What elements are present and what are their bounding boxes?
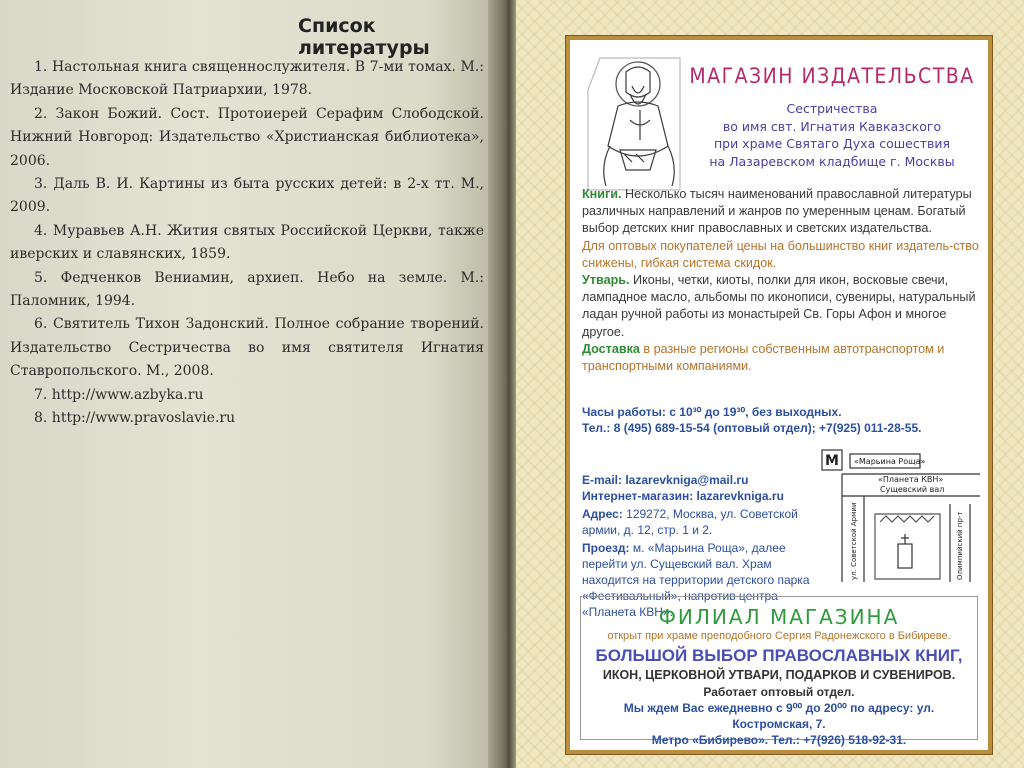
map-street-1: Сущевский вал	[880, 485, 945, 494]
shop-phone: Тел.: 8 (495) 689-15-54 (оптовый отдел); +7(925) 011-28-55.	[582, 421, 922, 435]
map-center-label: «Планета КВН»	[878, 475, 944, 484]
delivery-text: в разные регионы собственным автотранспортом и транспортными компаниями.	[582, 341, 945, 374]
branch-line: ИКОН, ЦЕРКОВНОЙ УТВАРИ, ПОДАРКОВ И СУВЕНИРОВ.	[602, 668, 956, 682]
bibliography-entry: 8. http://www.pravoslavie.ru	[34, 410, 236, 427]
shop-hours: Часы работы: с 10³⁰ до 19³⁰, без выходных.	[582, 405, 842, 419]
map-metro-label: «Марьина Роща»	[854, 457, 926, 466]
wholesale-text: Для оптовых покупателей цены на большинство книг издатель-ство снижены, гибкая система скидок.	[582, 238, 979, 270]
branch-headline: БОЛЬШОЙ ВЫБОР ПРАВОСЛАВНЫХ КНИГ,	[595, 646, 963, 665]
branch-subtitle: открыт при храме преподобного Сергия Радонежского в Бибиреве.	[607, 630, 951, 642]
shop-contacts	[582, 404, 982, 436]
shop-email[interactable]: E-mail: lazarevkniga@mail.ru	[582, 473, 749, 487]
route-label: Проезд:	[582, 541, 630, 555]
delivery-label: Доставка	[582, 341, 640, 356]
address-label: Адрес:	[582, 507, 623, 521]
bibliography-list	[10, 56, 484, 431]
branch-wholesale: Работает оптовый отдел.	[703, 685, 855, 699]
shop-header	[570, 40, 988, 210]
branch-title: ФИЛИАЛ МАГАЗИНА	[658, 605, 900, 629]
bibliography-entry: 1. Настольная книга священнослужителя. В 7-ми томах. М.: Издание Московской Патриархии, 1978.	[10, 59, 484, 99]
bibliography-entry: 3. Даль В. И. Картины из быта русских детей: в 2-х тт. М., 2009.	[10, 176, 484, 216]
shop-subtitle-line: на Лазаревском кладбище г. Москвы	[709, 153, 955, 169]
utensils-label: Утварь.	[582, 273, 630, 288]
shop-subtitle-line: во имя свт. Игнатия Кавказского	[722, 118, 942, 134]
bibliography-entry: 4. Муравьев А.Н. Жития святых Российской Церкви, также иверских и славянских, 1859.	[10, 222, 484, 263]
map-street-3: Олимпийский пр-т	[956, 511, 964, 580]
shop-advertisement	[566, 36, 992, 754]
shop-title: МАГАЗИН ИЗДАТЕЛЬСТВА	[689, 64, 975, 88]
shop-web[interactable]: Интернет-магазин: lazarevkniga.ru	[582, 489, 784, 503]
branch-metro: Метро «Бибирево». Тел.: +7(926) 518-92-31.	[651, 733, 907, 747]
branch-address: Мы ждем Вас ежедневно с 9⁰⁰ до 20⁰⁰ по адресу: ул. Костромская, 7.	[623, 701, 935, 731]
map-street-2: ул. Советской Армии	[850, 502, 858, 580]
bibliography-entry: 6. Святитель Тихон Задонский. Полное собрание творений. Издательство Сестричества во имя святителя Игнатия Ставропольского. М., 2008.	[10, 316, 484, 380]
delivery-paragraph	[582, 341, 982, 375]
utensils-text: Иконы, четки, киоты, полки для икон, восковые свечи, лампадное масло, альбомы по иконописи, сувениры, натуральный ладан ручной работы из монастырей Св. Горы Афон и многое другое.	[582, 273, 976, 339]
left-page	[0, 0, 500, 768]
map-metro-letter: М	[825, 453, 839, 469]
bibliography-title: Список литературы	[298, 15, 430, 59]
shop-subtitle	[680, 100, 984, 170]
branch-box	[580, 596, 978, 747]
books-label: Книги.	[582, 187, 622, 201]
books-paragraph	[582, 186, 982, 238]
utensils-paragraph	[582, 272, 982, 341]
bibliography-entry: 7. http://www.azbyka.ru	[34, 386, 204, 403]
books-text: Несколько тысяч наименований православной литературы различных направлений и жанров по умеренным ценам. Богатый выбор детских книг православных и светских издательства.	[582, 187, 972, 236]
shop-subtitle-line: при храме Святаго Духа сошествия	[713, 136, 951, 151]
shop-info	[582, 186, 982, 375]
bibliography-entry: 5. Федченков Вениамин, архиеп. Небо на земле. М.: Паломник, 1994.	[10, 269, 484, 310]
location-map	[820, 444, 982, 584]
shop-subtitle-line: Сестричества	[786, 101, 878, 116]
address-text: 129272, Москва, ул. Советской армии, д. 12, стр. 1 и 2.	[582, 507, 798, 537]
saint-portrait-icon	[580, 50, 692, 198]
route-text: м. «Марьина Роща», далее перейти ул. Сущевский вал. Храм находится на территории детского парка «Фестивальный», напротив центра «Планета КВН».	[582, 541, 810, 619]
bibliography-entry: 2. Закон Божий. Сост. Протоиерей Серафим Слободской. Нижний Новгород: Издательство «Христианская библиотека», 2006.	[10, 105, 484, 169]
